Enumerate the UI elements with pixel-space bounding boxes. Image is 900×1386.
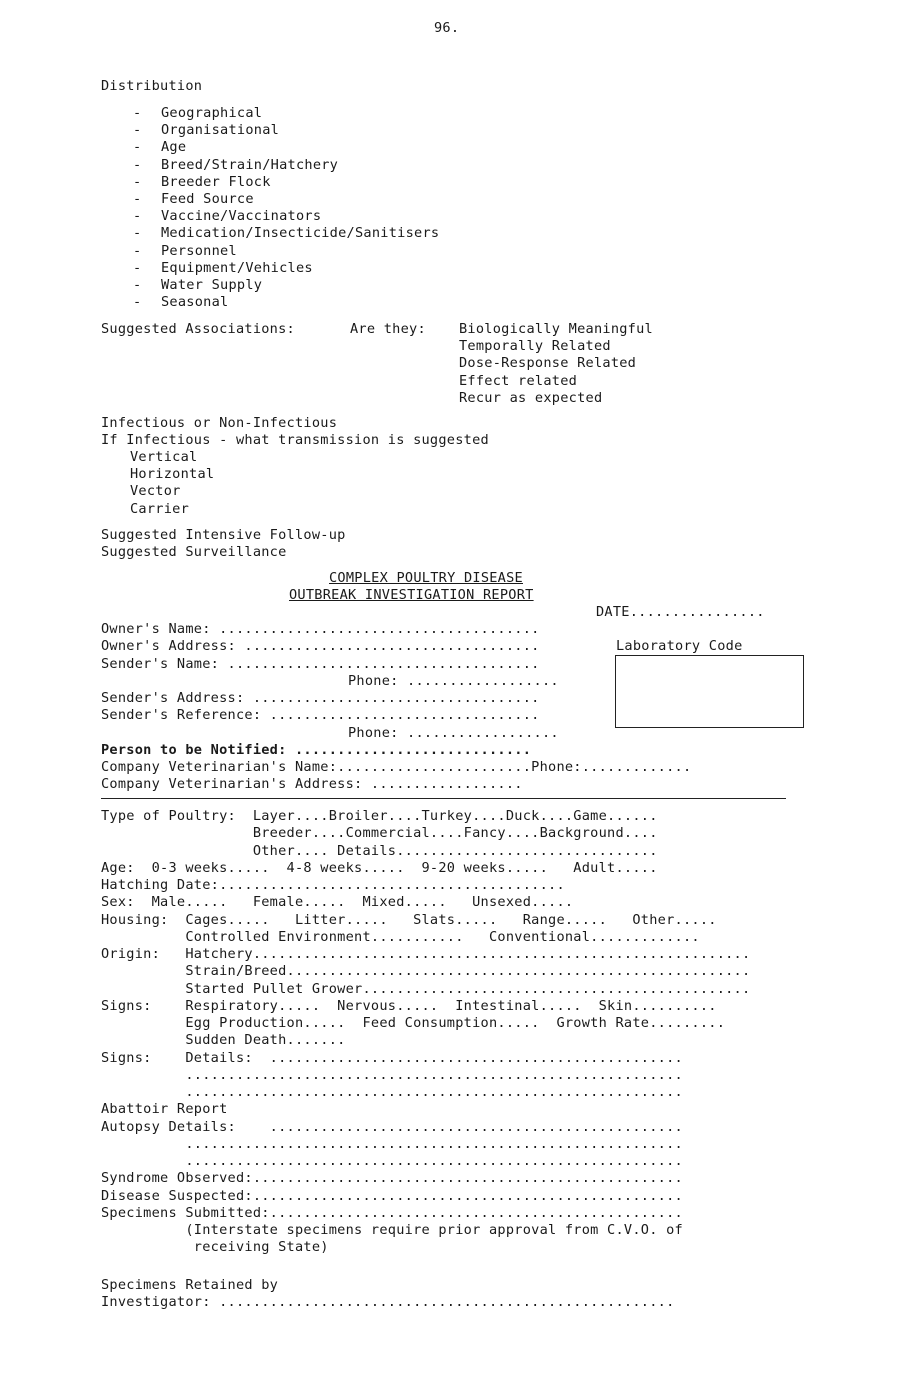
form-line: ........................................................... [101,1153,683,1169]
distribution-item: Medication/Insecticide/Sanitisers [161,225,440,242]
transmission-type: Vector [130,483,181,500]
association-option: Recur as expected [459,389,603,406]
form-line: Syndrome Observed:................................................... [101,1170,683,1187]
laboratory-code-box [615,655,804,728]
owner-name-field: Owner's Name: ...................................... [101,621,540,637]
form-line: Specimens Submitted:................................................. [101,1204,683,1221]
sender-reference-field: Sender's Reference: ................................ [101,707,540,723]
distribution-item: Seasonal [161,294,229,311]
distribution-bullet: - [133,105,142,121]
distribution-item: Feed Source [161,191,254,207]
sender-address-field: Sender's Address: .................................. [101,690,540,706]
distribution-bullet: - [133,277,142,293]
distribution-item: Breeder Flock [161,173,271,190]
surveillance-line: Suggested Surveillance [101,544,287,560]
form-line: Other.... Details............................... [101,842,658,859]
form-line: Started Pullet Grower.............................................. [101,980,751,997]
form-line: ........................................................... [101,1084,683,1100]
reference-phone-field: Phone: .................. [348,725,559,741]
distribution-bullet: - [133,208,142,225]
association-option: Dose-Response Related [459,355,637,372]
form-line: Abattoir Report [101,1101,228,1118]
form-line: Strain/Breed....................................................... [101,963,751,980]
form-line: Housing: Cages..... Litter..... Slats..... Range..... Other..... [101,911,717,928]
transmission-type: Horizontal [130,466,215,483]
transmission-type: Carrier [130,500,190,517]
form-line: Signs: Details: ................................................. [101,1049,683,1066]
form-line: Origin: Hatchery........................................................... [101,946,751,962]
person-notified-field: Person to be Notified: ............................ [101,742,532,758]
specimens-retained-label: Specimens Retained by [101,1277,279,1293]
form-line: receiving State) [101,1239,329,1256]
associations-label: Suggested Associations: [101,321,295,337]
distribution-item: Organisational [161,122,280,139]
infectious-line: Infectious or Non-Infectious [101,415,338,431]
form-line: Disease Suspected:................................................... [101,1187,683,1204]
report-title-line2: OUTBREAK INVESTIGATION REPORT [289,587,534,603]
form-line: Age: 0-3 weeks..... 4-8 weeks..... 9-20 weeks..... Adult..... [101,859,658,876]
association-option: Biologically Meaningful [459,321,653,337]
distribution-bullet: - [133,173,142,190]
form-line: (Interstate specimens require prior approval from C.V.O. of [101,1222,683,1238]
owner-address-field: Owner's Address: ................................... [101,638,540,654]
distribution-item: Breed/Strain/Hatchery [161,156,339,173]
association-option: Temporally Related [459,338,611,355]
associations-question: Are they: [350,321,426,337]
distribution-bullet: - [133,225,142,242]
form-line: ........................................................... [101,1135,683,1152]
company-vet-name-field: Company Veterinarian's Name:.......................Phone:............. [101,759,692,775]
report-title-line1: COMPLEX POULTRY DISEASE [329,570,523,586]
distribution-bullet: - [133,259,142,276]
form-line: Egg Production..... Feed Consumption..... Growth Rate......... [101,1015,726,1031]
sender-phone-field: Phone: .................. [348,673,559,689]
form-line: Hatching Date:......................................... [101,877,565,893]
distribution-item: Water Supply [161,277,263,293]
form-line: Sudden Death....... [101,1032,346,1049]
section-divider [101,798,786,799]
form-line: Controlled Environment........... Conventional............. [101,928,700,945]
distribution-bullet: - [133,139,142,156]
laboratory-code-label: Laboratory Code [616,638,743,654]
distribution-bullet: - [133,122,142,139]
sender-name-field: Sender's Name: ..................................... [101,656,540,672]
association-option: Effect related [459,372,578,389]
form-line: Autopsy Details: ................................................. [101,1118,683,1135]
form-line: Breeder....Commercial....Fancy....Background.... [101,825,658,842]
distribution-item: Personnel [161,242,237,259]
distribution-item: Age [161,139,187,156]
transmission-type: Vertical [130,449,198,465]
distribution-bullet: - [133,242,142,259]
distribution-item: Equipment/Vehicles [161,259,313,276]
investigator-field: Investigator: ...................................................... [101,1294,675,1310]
form-line: Sex: Male..... Female..... Mixed..... Unsexed..... [101,894,574,911]
form-line: Signs: Respiratory..... Nervous..... Intestinal..... Skin.......... [101,997,717,1014]
transmission-question: If Infectious - what transmission is suggested [101,432,489,448]
distribution-bullet: - [133,191,142,207]
form-line: Type of Poultry: Layer....Broiler....Turkey....Duck....Game...... [101,808,658,824]
distribution-item: Vaccine/Vaccinators [161,208,322,225]
distribution-heading: Distribution [101,78,203,94]
distribution-bullet: - [133,156,142,173]
company-vet-address-field: Company Veterinarian's Address: .................. [101,776,523,792]
follow-up-line: Suggested Intensive Follow-up [101,527,346,543]
page-number: 96. [434,20,460,36]
distribution-item: Geographical [161,105,263,121]
distribution-bullet: - [133,294,142,311]
form-line: ........................................................... [101,1066,683,1083]
date-field: DATE................ [596,604,765,620]
